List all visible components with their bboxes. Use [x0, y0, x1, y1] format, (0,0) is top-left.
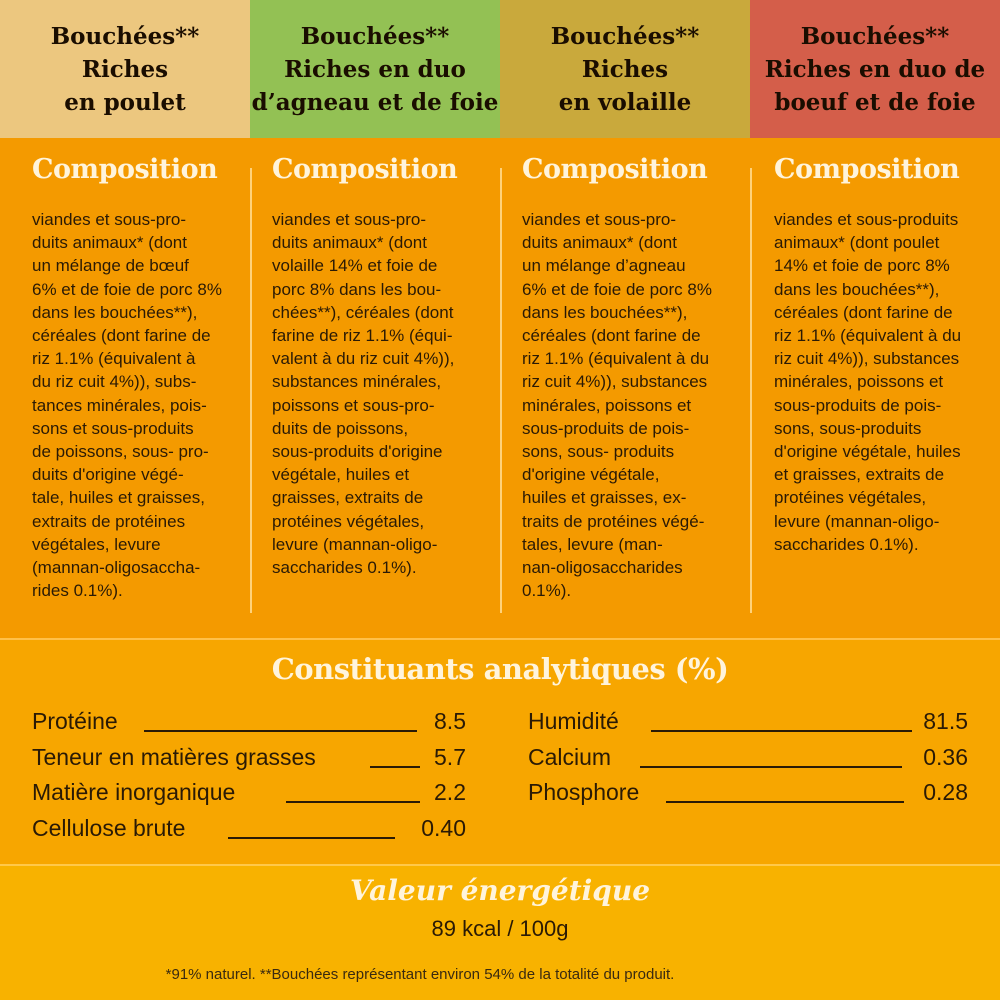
composition-line: volaille 14% et foie de — [272, 256, 438, 276]
composition-line: saccharides 0.1%). — [774, 534, 919, 554]
composition-line: duits animaux* (dont — [522, 233, 677, 253]
composition-line: riz cuit 4%)), substances — [522, 372, 708, 392]
column-divider — [250, 168, 252, 613]
composition-line: huiles et graisses, ex- — [522, 488, 687, 508]
composition-title: Composition — [774, 154, 960, 185]
composition-line: végétales, levure — [32, 534, 161, 554]
header-line: Bouchées** — [800, 22, 950, 50]
header-agneau-foie — [250, 0, 500, 138]
composition-line: traits de protéines végé- — [522, 511, 705, 531]
composition-line: sons, sous- produits — [522, 442, 675, 462]
composition-line: céréales (dont farine de — [774, 302, 953, 322]
composition-line: sous-produits d'origine — [272, 442, 443, 462]
composition-line: levure (mannan-oligo- — [272, 534, 438, 554]
composition-line: sous-produits de pois- — [522, 418, 690, 438]
composition-line: graisses, extraits de — [272, 488, 424, 508]
analytic-label: Humidité — [528, 708, 619, 734]
analytic-label: Phosphore — [528, 779, 640, 805]
energy-section — [0, 864, 1000, 1000]
analytic-left-list — [32, 708, 466, 850]
header-poulet — [0, 0, 250, 138]
composition-line: duits d'origine végé- — [32, 465, 184, 485]
composition-line: poissons et sous-pro- — [272, 395, 435, 415]
composition-line: viandes et sous-produits — [774, 210, 959, 229]
composition-text — [774, 208, 998, 556]
header-line: en poulet — [64, 88, 186, 116]
composition-line: farine de riz 1.1% (équi- — [272, 326, 453, 346]
composition-line: rides 0.1%). — [32, 581, 123, 601]
composition-line: viandes et sous-pro- — [32, 210, 187, 229]
composition-line: un mélange d’agneau — [522, 256, 686, 276]
composition-line: céréales (dont farine de — [32, 326, 211, 346]
composition-line: de poissons, sous- pro- — [32, 442, 209, 462]
analytic-row — [528, 744, 968, 780]
column-divider — [500, 168, 502, 613]
analytic-value: 0.28 — [923, 779, 968, 805]
composition-line: tales, levure (man- — [522, 534, 663, 554]
analytic-title: Constituants analytiques (%) — [271, 652, 729, 686]
composition-column-boeuf — [750, 138, 998, 638]
leader-line — [228, 837, 395, 839]
composition-line: tances minérales, pois- — [32, 395, 207, 415]
composition-line: riz 1.1% (équivalent à — [32, 349, 196, 369]
header-line: Riches — [581, 55, 669, 83]
header-boeuf-foie — [750, 0, 1000, 138]
composition-line: du riz cuit 4%)), subs- — [32, 372, 197, 392]
composition-line: duits de poissons, — [272, 418, 409, 438]
header-line: en volaille — [558, 88, 692, 116]
composition-line: riz 1.1% (équivalent à du — [522, 349, 710, 369]
header-line: boeuf et de foie — [774, 88, 976, 116]
composition-line: céréales (dont farine de — [522, 326, 701, 346]
analytic-label: Teneur en matières grasses — [32, 743, 316, 770]
composition-line: duits animaux* (dont — [272, 233, 427, 253]
composition-line: riz cuit 4%)), substances — [774, 349, 960, 369]
header-line: Bouchées** — [300, 22, 450, 50]
analytic-label: Calcium — [528, 743, 612, 770]
analytic-label: Cellulose brute — [32, 814, 186, 841]
energy-value: 89 kcal / 100g — [431, 916, 569, 941]
analytic-row — [32, 815, 466, 851]
composition-column-poulet — [32, 138, 247, 638]
composition-line: duits animaux* (dont — [32, 233, 187, 253]
analytic-row — [32, 779, 466, 815]
composition-line: protéines végétales, — [774, 488, 927, 508]
composition-line: (mannan-oligosaccha- — [32, 558, 201, 578]
analytic-row — [32, 744, 466, 780]
header-volaille — [500, 0, 750, 138]
composition-section — [0, 138, 1000, 638]
analytical-constituents — [0, 638, 1000, 863]
composition-line: saccharides 0.1%). — [272, 558, 417, 578]
composition-line: dans les bouchées**), — [32, 302, 198, 322]
leader-line — [370, 766, 420, 768]
analytic-value: 2.2 — [434, 779, 466, 805]
composition-line: porc 8% dans les bou- — [272, 279, 442, 299]
header-line: Bouchées** — [50, 22, 200, 50]
composition-title: Composition — [32, 154, 218, 185]
composition-line: substances minérales, — [272, 372, 442, 392]
composition-line: d'origine végétale, — [522, 465, 660, 485]
composition-line: un mélange de bœuf — [32, 256, 189, 276]
composition-line: tale, huiles et graisses, — [32, 488, 205, 508]
energy-title: Valeur énergétique — [349, 874, 651, 907]
composition-line: dans les bouchées**), — [522, 302, 688, 322]
composition-line: protéines végétales, — [272, 511, 425, 531]
composition-line: 6% et de foie de porc 8% — [522, 279, 712, 299]
composition-line: animaux* (dont poulet — [774, 233, 940, 253]
composition-text — [522, 208, 748, 602]
header-line: Riches en duo de — [764, 55, 986, 83]
composition-line: et graisses, extraits de — [774, 465, 945, 485]
analytic-row — [528, 708, 968, 744]
header-line: Riches — [81, 55, 169, 83]
analytic-right-list — [528, 708, 968, 815]
analytic-value: 0.36 — [923, 743, 968, 770]
composition-line: viandes et sous-pro- — [522, 210, 677, 229]
leader-line — [286, 801, 420, 803]
composition-text — [32, 208, 247, 602]
composition-line: sons, sous-produits — [774, 418, 922, 438]
composition-title: Composition — [272, 154, 458, 185]
composition-line: nan-oligosaccharides — [522, 558, 683, 578]
composition-line: minérales, poissons et — [774, 372, 944, 392]
composition-line: levure (mannan-oligo- — [774, 511, 940, 531]
header-line: Bouchées** — [550, 22, 700, 50]
composition-line: sons et sous-produits — [32, 418, 194, 438]
composition-line: valent à du riz cuit 4%)), — [272, 349, 455, 369]
leader-line — [651, 730, 912, 732]
product-headers — [0, 0, 1000, 138]
composition-line: végétale, huiles et — [272, 465, 410, 485]
composition-text — [272, 208, 498, 579]
analytic-value: 8.5 — [434, 708, 466, 734]
composition-line: d'origine végétale, huiles — [774, 442, 961, 462]
header-line: Riches en duo — [284, 55, 466, 83]
composition-column-volaille — [500, 138, 748, 638]
composition-line: dans les bouchées**), — [774, 279, 940, 299]
analytic-value: 5.7 — [434, 743, 466, 770]
leader-line — [640, 766, 902, 768]
leader-line — [666, 801, 904, 803]
composition-line: minérales, poissons et — [522, 395, 692, 415]
analytic-label: Protéine — [32, 708, 118, 734]
composition-line: 0.1%). — [522, 581, 572, 601]
analytic-row — [528, 779, 968, 815]
composition-line: 6% et de foie de porc 8% — [32, 279, 222, 299]
leader-line — [144, 730, 417, 732]
header-line: d’agneau et de foie — [251, 88, 499, 116]
analytic-row — [32, 708, 466, 744]
composition-line: extraits de protéines — [32, 511, 186, 531]
footnote: *91% naturel. **Bouchées représentant environ 54% de la totalité du produit. — [165, 966, 675, 983]
composition-line: riz 1.1% (équivalent à du — [774, 326, 962, 346]
composition-line: sous-produits de pois- — [774, 395, 942, 415]
column-divider — [750, 168, 752, 613]
composition-title: Composition — [522, 154, 708, 185]
composition-column-agneau — [250, 138, 498, 638]
composition-line: 14% et foie de porc 8% — [774, 256, 950, 276]
analytic-value: 81.5 — [923, 708, 968, 734]
composition-line: viandes et sous-pro- — [272, 210, 427, 229]
analytic-value: 0.40 — [421, 814, 466, 841]
analytic-label: Matière inorganique — [32, 779, 236, 805]
composition-line: chées**), céréales (dont — [272, 302, 454, 322]
